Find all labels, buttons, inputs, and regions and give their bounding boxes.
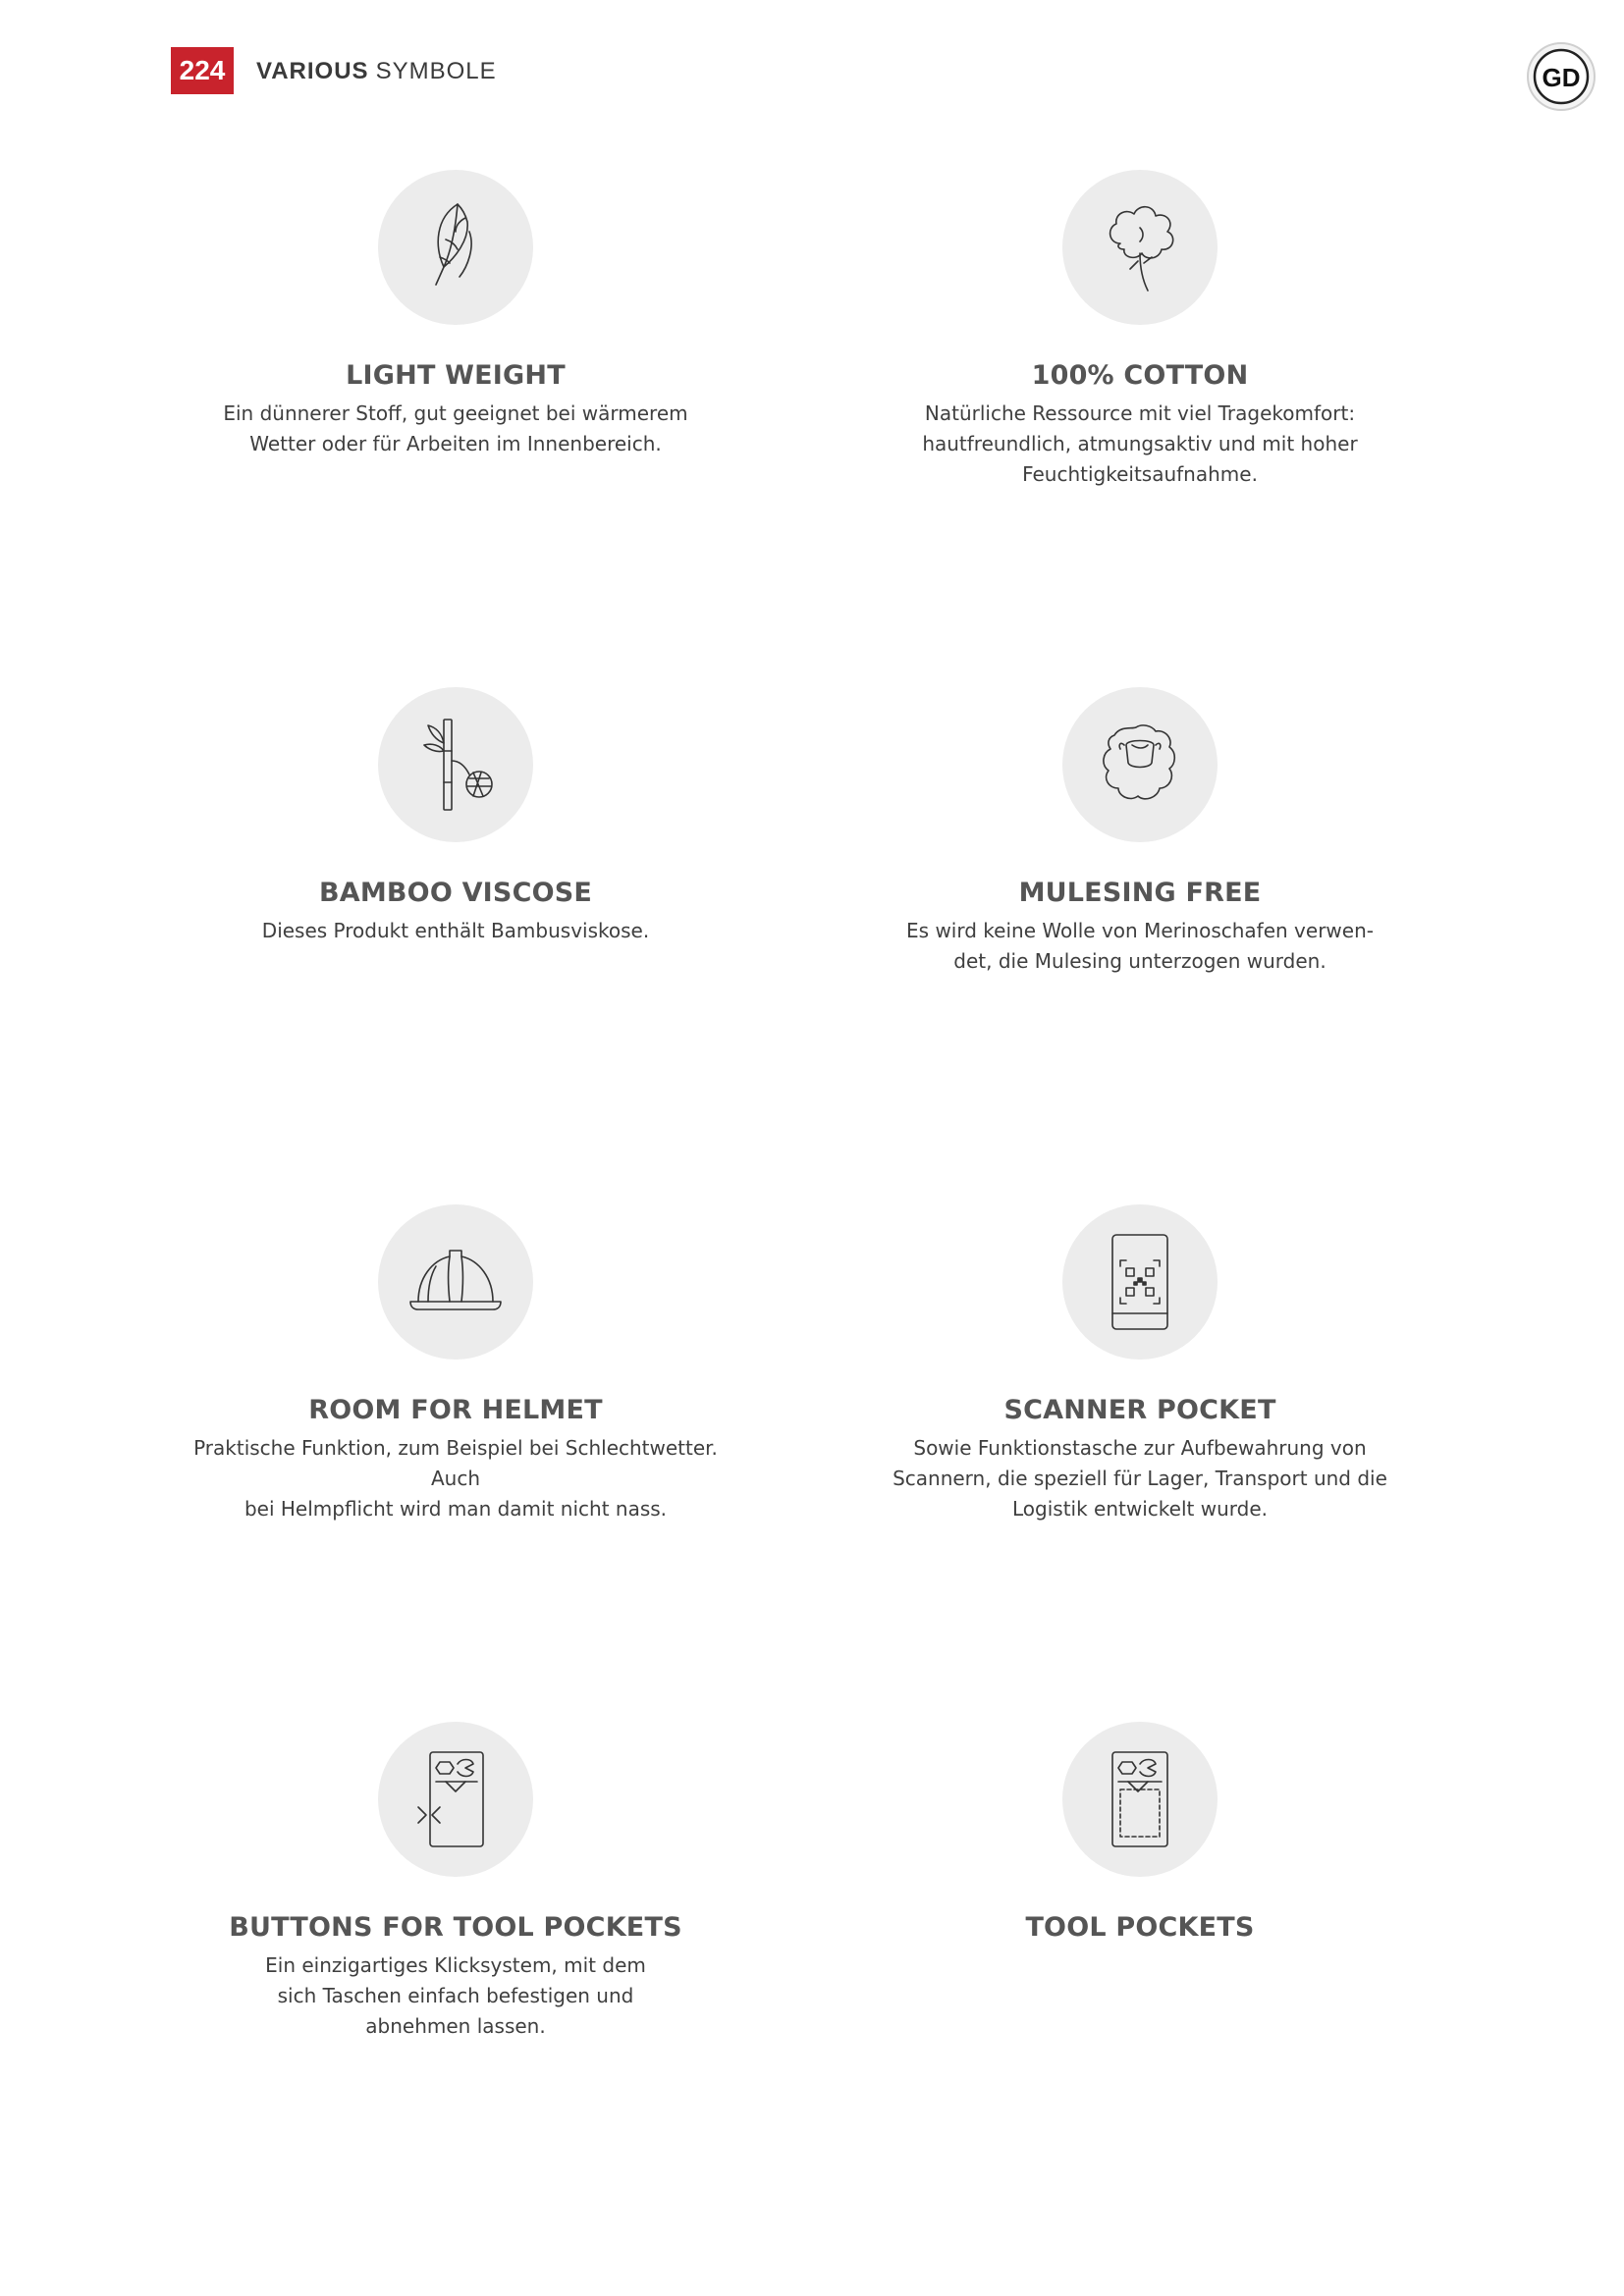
page-title [256, 55, 497, 88]
symbol-card-cotton [836, 170, 1444, 490]
page-number: 224 [171, 47, 234, 94]
scanner-pocket-icon [1062, 1204, 1218, 1360]
description-line: bei Helmpflicht wird man damit nicht nass. [244, 1497, 668, 1521]
symbol-title: TOOL POCKETS [1025, 1912, 1255, 1943]
description-line: det, die Mulesing unterzogen wurden. [953, 949, 1326, 973]
symbol-title: BAMBOO VISCOSE [318, 878, 593, 908]
symbol-description [171, 1950, 740, 2042]
page-title-rest: SYMBOLE [375, 58, 497, 84]
description-line: sich Taschen einfach befestigen und [277, 1984, 634, 2007]
symbol-card-room-for-helmet [151, 1204, 760, 1524]
description-line: Scannern, die speziell für Lager, Transport und die [893, 1467, 1387, 1490]
description-line: Logistik entwickelt wurde. [1012, 1497, 1268, 1521]
tool-pocket-icon [1062, 1722, 1218, 1877]
description-line: Praktische Funktion, zum Beispiel bei Schlechtwetter. Auch [193, 1436, 718, 1490]
symbol-card-tool-pockets [836, 1722, 1444, 1943]
description-line: Wetter oder für Arbeiten im Innenbereich. [249, 432, 662, 455]
helmet-icon [378, 1204, 533, 1360]
brand-logo [1526, 41, 1597, 112]
sheep-icon [1062, 687, 1218, 842]
symbol-description [855, 399, 1425, 490]
description-line: Sowie Funktionstasche zur Aufbewahrung von [913, 1436, 1367, 1460]
symbol-title: SCANNER POCKET [1003, 1395, 1276, 1425]
symbol-card-mulesing-free [836, 687, 1444, 977]
symbol-description [171, 1433, 740, 1524]
symbol-title: BUTTONS FOR TOOL POCKETS [229, 1912, 682, 1943]
description-line: Es wird keine Wolle von Merinoschafen verwen- [906, 919, 1374, 942]
symbol-title: MULESING FREE [1018, 878, 1262, 908]
page-title-bold: VARIOUS [256, 58, 369, 84]
symbol-description [855, 1433, 1425, 1524]
cotton-flower-icon [1062, 170, 1218, 325]
buttons-tool-pocket-icon [378, 1722, 533, 1877]
description-line: Ein dünnerer Stoff, gut geeignet bei wärmerem [223, 401, 688, 425]
description-line: Ein einzigartiges Klicksystem, mit dem [265, 1953, 646, 1977]
symbol-card-bamboo-viscose [151, 687, 760, 946]
description-line: hautfreundlich, atmungsaktiv und mit hoher [922, 432, 1358, 455]
symbol-card-scanner-pocket [836, 1204, 1444, 1524]
description-line: Feuchtigkeitsaufnahme. [1022, 462, 1258, 486]
description-line: abnehmen lassen. [365, 2014, 546, 2038]
symbol-description [855, 916, 1425, 977]
symbol-title: LIGHT WEIGHT [346, 360, 566, 391]
description-line: Dieses Produkt enthält Bambusviskose. [261, 919, 650, 942]
symbol-title: 100% COTTON [1031, 360, 1249, 391]
description-line: Natürliche Ressource mit viel Tragekomfort: [924, 401, 1356, 425]
feather-icon [378, 170, 533, 325]
symbol-description [171, 916, 740, 946]
symbol-description [171, 399, 740, 459]
bamboo-yarn-icon [378, 687, 533, 842]
logo-text: GD [1542, 63, 1581, 92]
symbol-title: ROOM FOR HELMET [308, 1395, 603, 1425]
symbol-card-light-weight [151, 170, 760, 459]
symbol-card-buttons-for-tool-pockets [151, 1722, 760, 2042]
